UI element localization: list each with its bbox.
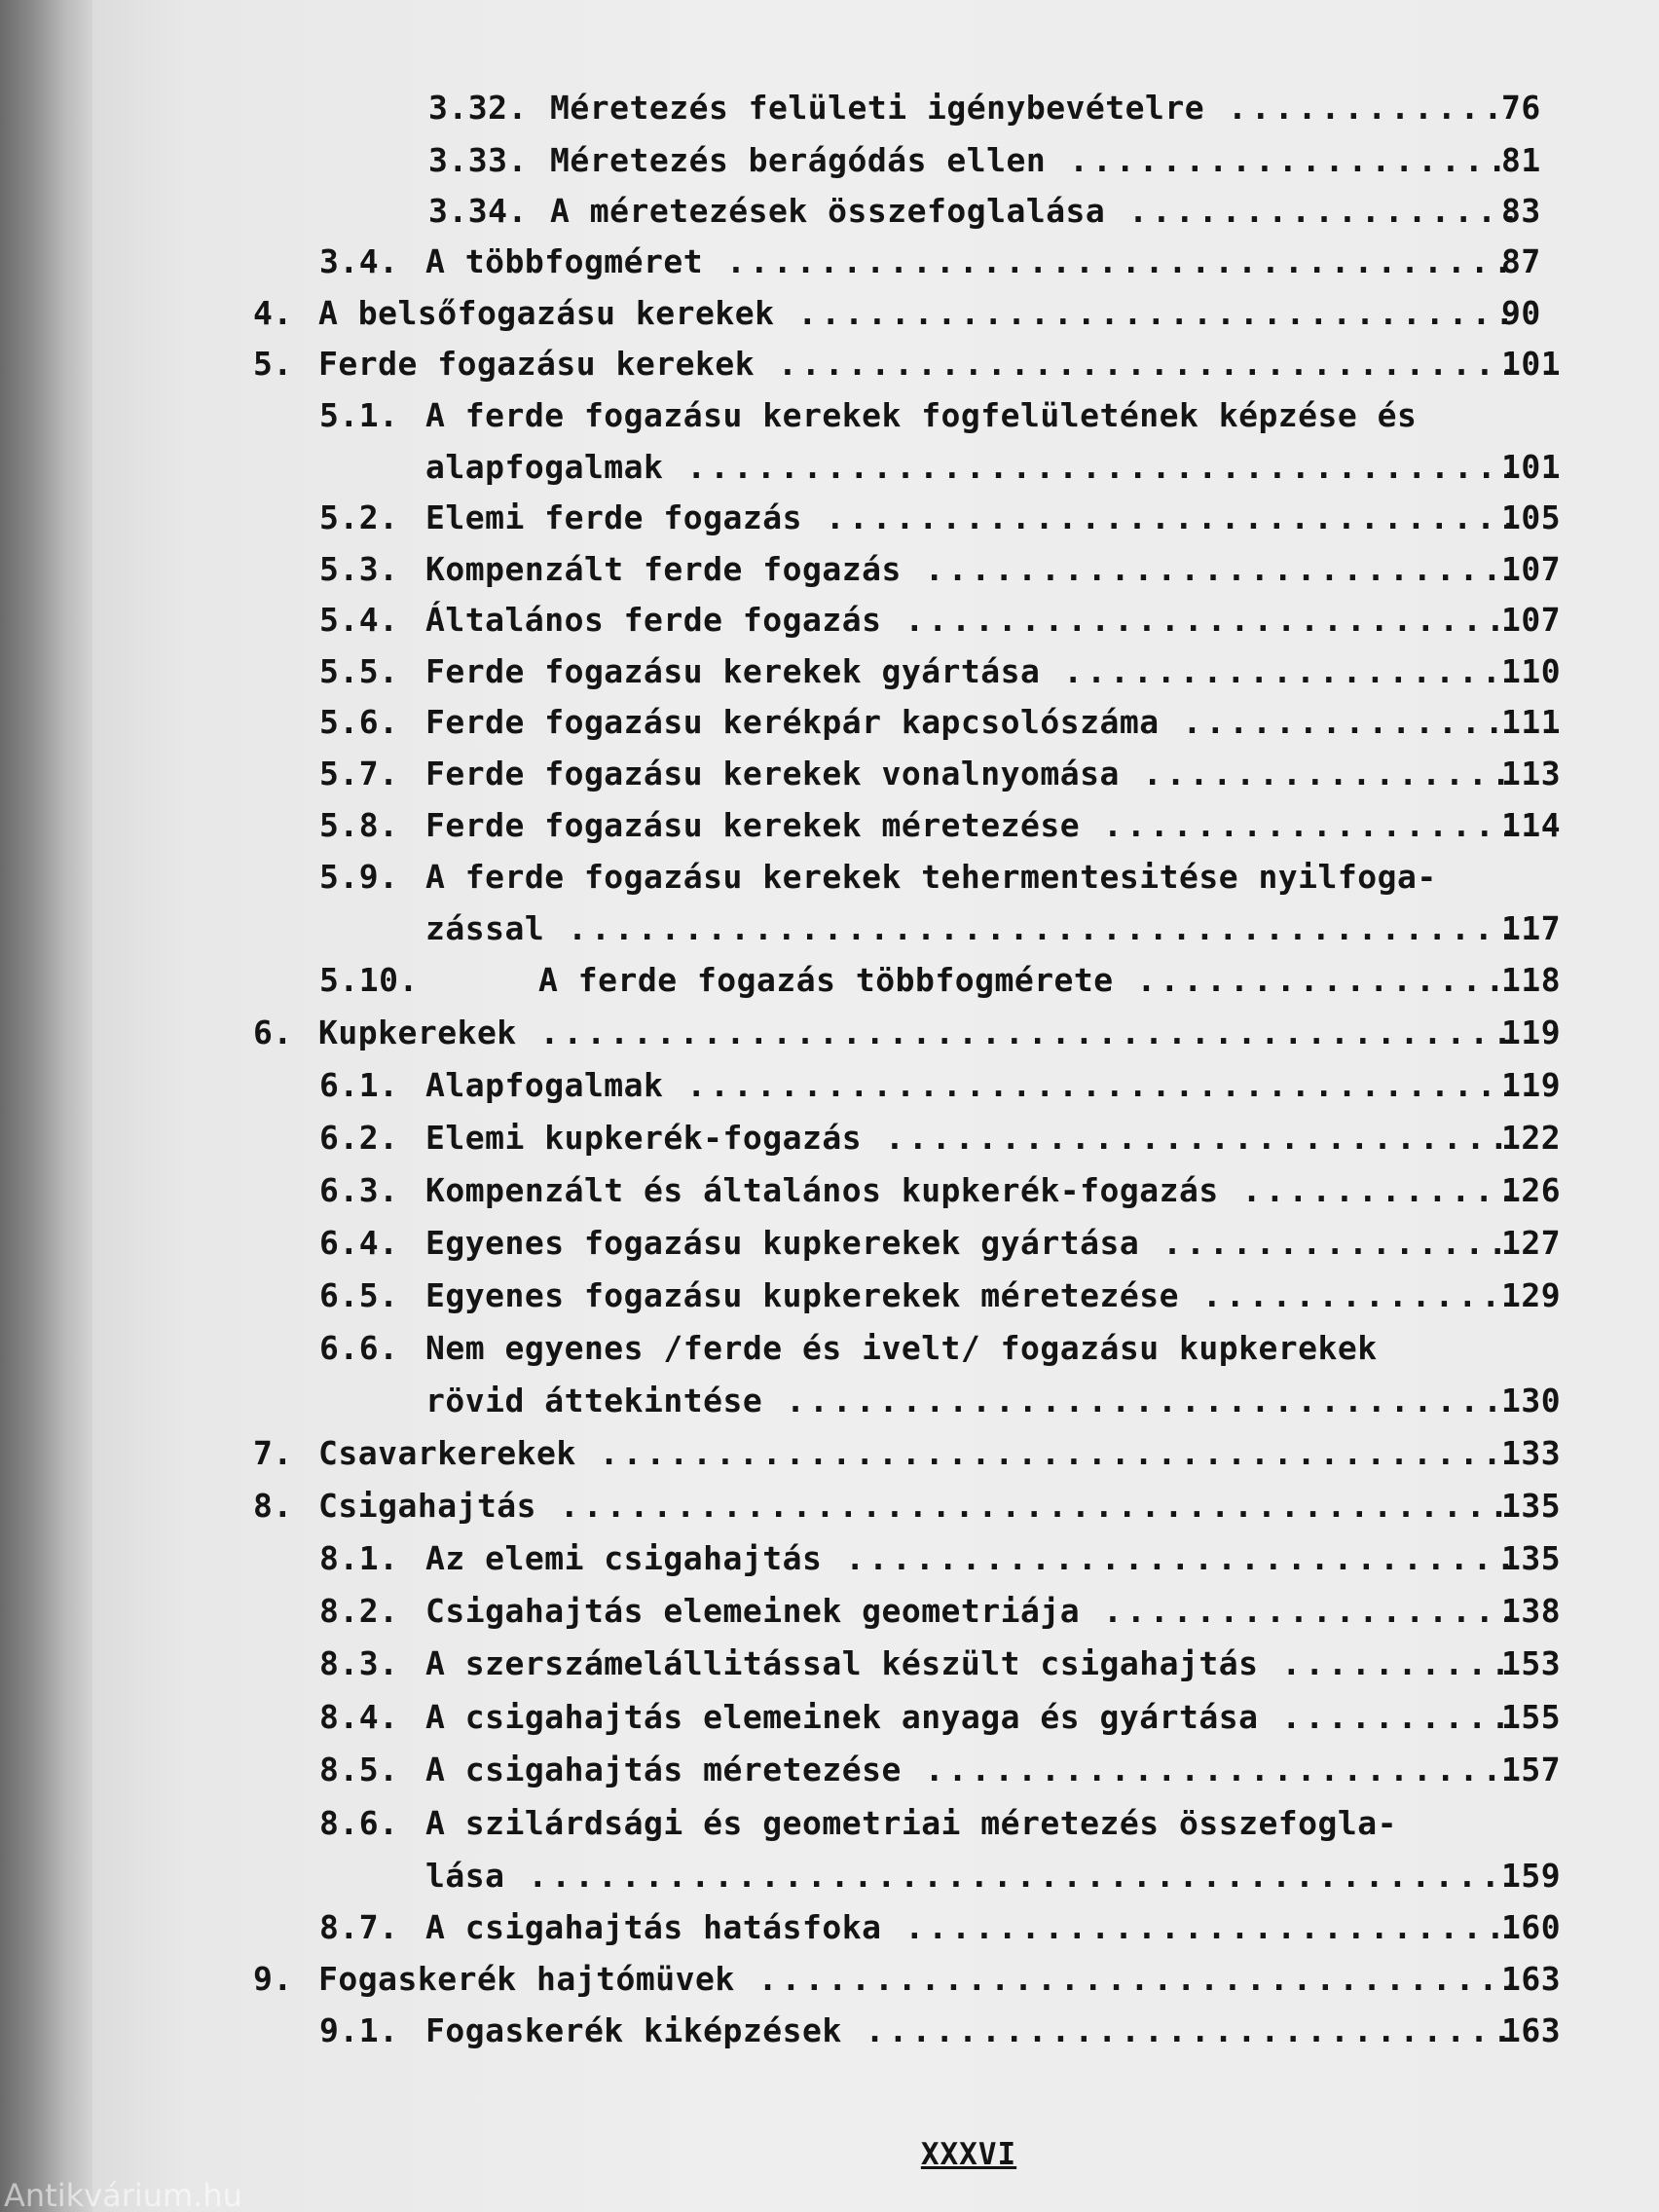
entry-title: A csigahajtás hatásfoka ..... [425,1904,1513,1951]
entry-number: 8.6. [319,1804,399,1842]
entry-number: 5.5. [319,652,399,690]
entry-number: 8.1. [319,1539,399,1577]
entry-number: 5.10. [319,961,419,999]
entry-title: Elemi kupkerék-fogazás ..... [425,1115,1513,1161]
entry-number: 8.7. [319,1908,399,1946]
entry-number: 8.3. [319,1644,399,1682]
entry-title: Méretezés felületi igénybevételre ..... [550,85,1513,131]
entry-number: 6. [253,1014,293,1051]
entry-title: Ferde fogazásu kerékpár kapcsolószáma ..... [425,699,1513,746]
entry-page-number: 101 [1501,448,1562,486]
entry-page-number: 111 [1501,703,1562,741]
toc-entry [92,341,1659,387]
entry-number: 3.4. [319,242,399,280]
entry-title: Ferde fogazásu kerekek vonalnyomása ..... [425,751,1513,797]
entry-number: 5.4. [319,601,399,639]
toc-entry [92,1062,1659,1109]
entry-page-number: 101 [1501,345,1562,383]
entry-page-number: 157 [1501,1751,1562,1788]
entry-number: 6.3. [319,1171,399,1209]
entry-number: 5.6. [319,703,399,741]
entry-title: Ferde fogazásu kerekek gyártása ..... [425,648,1513,695]
book-binding-edge [0,0,92,2212]
entry-page-number: 133 [1501,1434,1562,1472]
entry-page-number: 110 [1501,652,1562,690]
toc-entry [92,137,1659,184]
entry-page-number: 159 [1501,1857,1562,1895]
toc-entry [92,495,1659,541]
entry-title: A szilárdsági és geometriai méretezés összefogla- [425,1804,1398,1842]
entry-title: Méretezés berágódás ellen ..... [550,137,1513,184]
entry-page-number: 118 [1501,961,1562,999]
entry-page-number: 90 [1501,294,1541,332]
toc-entry [92,1220,1659,1267]
entry-page-number: 83 [1501,192,1541,230]
toc-entry [92,1747,1659,1793]
entry-title: Csigahajtás elemeinek geometriája ..... [425,1588,1513,1635]
entry-number: 5.3. [319,550,399,588]
entry-number: 5.7. [319,755,399,793]
entry-number: 5.8. [319,806,399,844]
toc-entry [92,802,1659,849]
toc-entry [92,290,1659,337]
toc-entry [92,1325,1659,1372]
entry-page-number: 114 [1501,806,1562,844]
entry-number: 8.2. [319,1592,399,1630]
entry-page-number: 153 [1501,1644,1562,1682]
entry-title: Fogaskerék kiképzések ..... [425,2008,1513,2054]
toc-entry [92,597,1659,644]
toc-entry [92,239,1659,285]
toc-entry [92,1535,1659,1582]
entry-number: 6.1. [319,1066,399,1104]
entry-number: 8.5. [319,1751,399,1788]
entry-number: 5.1. [319,396,399,434]
entry-page-number: 163 [1501,2011,1562,2049]
toc-entry [92,1430,1659,1477]
toc-entry [92,1272,1659,1319]
toc-entry [92,1904,1659,1951]
entry-number: 3.34. [428,192,528,230]
entry-number: 7. [253,1434,293,1472]
entry-number: 3.32. [428,89,528,127]
entry-title: Alapfogalmak ..... [425,1062,1513,1109]
entry-title: Kompenzált és általános kupkerék-fogazás ..... [425,1167,1513,1214]
toc-entry [92,751,1659,797]
entry-page-number: 130 [1501,1382,1562,1419]
entry-page-number: 129 [1501,1276,1562,1314]
toc-entry [92,188,1659,235]
entry-title: Csavarkerekek ..... [318,1430,1513,1477]
entry-title: Általános ferde fogazás ..... [425,597,1513,644]
entry-title: Egyenes fogazásu kupkerekek gyártása ..... [425,1220,1513,1267]
entry-number: 5.9. [319,858,399,896]
toc-entry [92,546,1659,593]
entry-number: 6.6. [319,1329,399,1367]
entry-number: 9. [253,1960,293,1998]
toc-entry [92,2008,1659,2054]
entry-number: 9.1. [319,2011,399,2049]
toc-entry [92,1010,1659,1056]
entry-title: Egyenes fogazásu kupkerekek méretezése ..... [425,1272,1513,1319]
entry-page-number: 81 [1501,141,1541,179]
entry-page-number: 163 [1501,1960,1562,1998]
entry-title: Elemi ferde fogazás ..... [425,495,1513,541]
entry-number: 6.2. [319,1119,399,1157]
entry-page-number: 113 [1501,755,1562,793]
entry-page-number: 107 [1501,550,1562,588]
entry-title: A többfogméret ..... [425,239,1513,285]
entry-title-continuation: zással ..... [425,905,1513,952]
page-folio-number: XXXVI [920,2137,1017,2172]
entry-title: Csigahajtás ..... [318,1483,1513,1530]
entry-page-number: 117 [1501,909,1562,947]
entry-title: A ferde fogazásu kerekek fogfelületének képzése és [425,396,1418,434]
entry-number: 6.4. [319,1224,399,1262]
entry-title: Kompenzált ferde fogazás ..... [425,546,1513,593]
entry-title: Ferde fogazásu kerekek méretezése ..... [425,802,1513,849]
entry-number: 4. [253,294,293,332]
entry-title: A csigahajtás méretezése ..... [425,1747,1513,1793]
entry-title-continuation: rövid áttekintése ..... [425,1378,1513,1424]
entry-page-number: 126 [1501,1171,1562,1209]
toc-entry [92,854,1659,901]
entry-page-number: 135 [1501,1539,1562,1577]
entry-page-number: 138 [1501,1592,1562,1630]
entry-title: Az elemi csigahajtás ..... [425,1535,1513,1582]
entry-title: Ferde fogazásu kerekek ..... [318,341,1513,387]
toc-entry [92,1641,1659,1687]
entry-page-number: 119 [1501,1066,1562,1104]
entry-page-number: 127 [1501,1224,1562,1262]
entry-title: A szerszámelállitással készült csigahajtás ..... [425,1641,1513,1687]
entry-number: 8. [253,1487,293,1525]
toc-entry [92,1115,1659,1161]
toc-entry [92,1694,1659,1741]
toc-entry-continuation [92,1853,1659,1899]
entry-title-continuation: lása ..... [425,1853,1513,1899]
entry-title: Nem egyenes /ferde és ivelt/ fogazásu kupkerekek [425,1329,1378,1367]
toc-entry [92,957,1659,1004]
toc-entry [92,85,1659,131]
entry-page-number: 122 [1501,1119,1562,1157]
toc-entry [92,1483,1659,1530]
watermark: Antikvárium.hu [4,2179,242,2212]
entry-page-number: 105 [1501,498,1562,536]
entry-page-number: 119 [1501,1014,1562,1051]
book-page [92,0,1659,2212]
toc-entry [92,1588,1659,1635]
entry-page-number: 135 [1501,1487,1562,1525]
toc-entry-continuation [92,905,1659,952]
entry-title: A ferde fogazásu kerekek tehermentesitése nyilfoga- [425,858,1437,896]
entry-number: 8.4. [319,1698,399,1736]
entry-number: 5. [253,345,293,383]
entry-title: A méretezések összefoglalása ..... [550,188,1513,235]
toc-entry [92,1800,1659,1847]
entry-page-number: 87 [1501,242,1541,280]
table-of-contents [92,0,1659,2212]
entry-page-number: 155 [1501,1698,1562,1736]
toc-entry [92,392,1659,439]
entry-title: A ferde fogazás többfogmérete ..... [538,957,1513,1004]
entry-title: Kupkerekek ..... [318,1010,1513,1056]
entry-title: Fogaskerék hajtómüvek ..... [318,1956,1513,2003]
entry-number: 5.2. [319,498,399,536]
toc-entry [92,1167,1659,1214]
toc-entry-continuation [92,444,1659,491]
entry-title: A csigahajtás elemeinek anyaga és gyártása ..... [425,1694,1513,1741]
entry-page-number: 160 [1501,1908,1562,1946]
toc-entry [92,648,1659,695]
toc-entry [92,699,1659,746]
toc-entry-continuation [92,1378,1659,1424]
entry-number: 3.33. [428,141,528,179]
toc-entry [92,1956,1659,2003]
entry-page-number: 107 [1501,601,1562,639]
entry-title-continuation: alapfogalmak ..... [425,444,1513,491]
entry-title: A belsőfogazásu kerekek ..... [318,290,1513,337]
entry-number: 6.5. [319,1276,399,1314]
entry-page-number: 76 [1501,89,1541,127]
